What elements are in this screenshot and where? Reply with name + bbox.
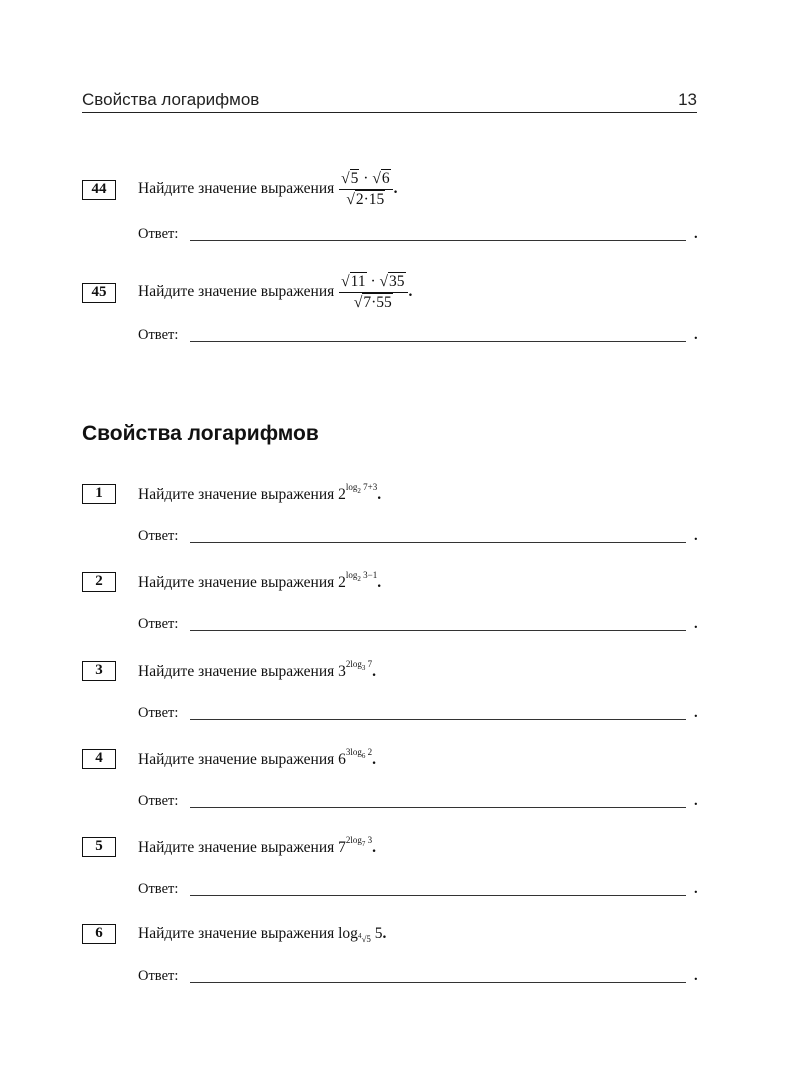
power-expression: $2^{log_2 7+3}$	[338, 482, 378, 504]
answer-field[interactable]	[190, 341, 686, 342]
answer-label: Ответ:	[138, 327, 179, 343]
fraction-expression: $\frac{√5 \cdot √6}{√2\cdot 15}$	[339, 170, 392, 209]
log-expression: $\log_{^4√5} 5$	[338, 925, 383, 945]
question-text: Найдите значение выражения	[138, 180, 335, 198]
page-header	[82, 88, 697, 113]
answer-field[interactable]	[190, 630, 686, 631]
task-question: Найдите значение выражения $3^{2log_3 7}$.	[138, 659, 377, 681]
answer-label: Ответ:	[138, 616, 179, 632]
page-number: 13	[678, 90, 697, 109]
answer-label: Ответ:	[138, 881, 179, 897]
answer-field[interactable]	[190, 542, 686, 543]
task-number-box: 2	[82, 572, 116, 592]
section-title: Свойства логарифмов	[82, 422, 319, 445]
question-text: Найдите значение выражения	[138, 283, 335, 301]
power-expression: $6^{3log_6 2}$	[338, 747, 373, 769]
task-number-box: 45	[82, 283, 116, 303]
task-question: Найдите значение выражения $\log_{^4√5} 5$.	[138, 925, 387, 945]
task-question: Найдите значение выражения $7^{2log_7 3}$.	[138, 835, 377, 857]
task-number-box: 3	[82, 661, 116, 681]
answer-field[interactable]	[190, 982, 686, 983]
radicand: 5	[350, 170, 359, 187]
task-question: Найдите значение выражения $2^{log_2 7+3}$.	[138, 482, 382, 504]
answer-field[interactable]	[190, 807, 686, 808]
answer-period: .	[694, 881, 698, 897]
fraction-expression: $\frac{√11 \cdot √35}{√7\cdot 55}$	[339, 273, 407, 312]
answer-label: Ответ:	[138, 793, 179, 809]
answer-period: .	[694, 705, 698, 721]
radicand: 35	[389, 273, 405, 290]
answer-label: Ответ:	[138, 705, 179, 721]
task-question: Найдите значение выражения $\frac{√11 \cdot √35}{√7\cdot 55}$ .	[138, 273, 413, 311]
answer-label: Ответ:	[138, 226, 179, 242]
header-title: Свойства логарифмов	[82, 90, 260, 109]
task-question: Найдите значение выражения $6^{3log_6 2}$.	[138, 747, 377, 769]
question-text: Найдите значение выражения	[138, 663, 335, 681]
answer-field[interactable]	[190, 240, 686, 241]
task-number-box: 44	[82, 180, 116, 200]
task-number-box: 4	[82, 749, 116, 769]
task-question: Найдите значение выражения $\frac{√5 \cdot √6}{√2\cdot 15}$ .	[138, 170, 398, 208]
answer-period: .	[694, 528, 698, 544]
answer-field[interactable]	[190, 895, 686, 896]
task-number-box: 1	[82, 484, 116, 504]
question-text: Найдите значение выражения	[138, 839, 335, 857]
answer-period: .	[694, 793, 698, 809]
answer-label: Ответ:	[138, 528, 179, 544]
power-expression: $7^{2log_7 3}$	[338, 835, 373, 857]
radicand: 2·15	[355, 191, 385, 208]
power-expression: $2^{log_2 3-1}$	[338, 570, 378, 592]
answer-period: .	[694, 327, 698, 343]
question-text: Найдите значение выражения	[138, 486, 335, 504]
radicand: 7·55	[363, 294, 392, 311]
radicand: 11	[350, 273, 366, 290]
answer-period: .	[694, 226, 698, 242]
answer-period: .	[694, 616, 698, 632]
task-number-box: 5	[82, 837, 116, 857]
question-text: Найдите значение выражения	[138, 751, 335, 769]
task-number-box: 6	[82, 924, 116, 944]
answer-field[interactable]	[190, 719, 686, 720]
power-expression: $3^{2log_3 7}$	[338, 659, 373, 681]
question-text: Найдите значение выражения	[138, 574, 335, 592]
answer-period: .	[694, 968, 698, 984]
question-text: Найдите значение выражения	[138, 925, 335, 942]
radicand: 6	[381, 170, 390, 187]
answer-label: Ответ:	[138, 968, 179, 984]
task-question: Найдите значение выражения $2^{log_2 3-1}$.	[138, 570, 382, 592]
